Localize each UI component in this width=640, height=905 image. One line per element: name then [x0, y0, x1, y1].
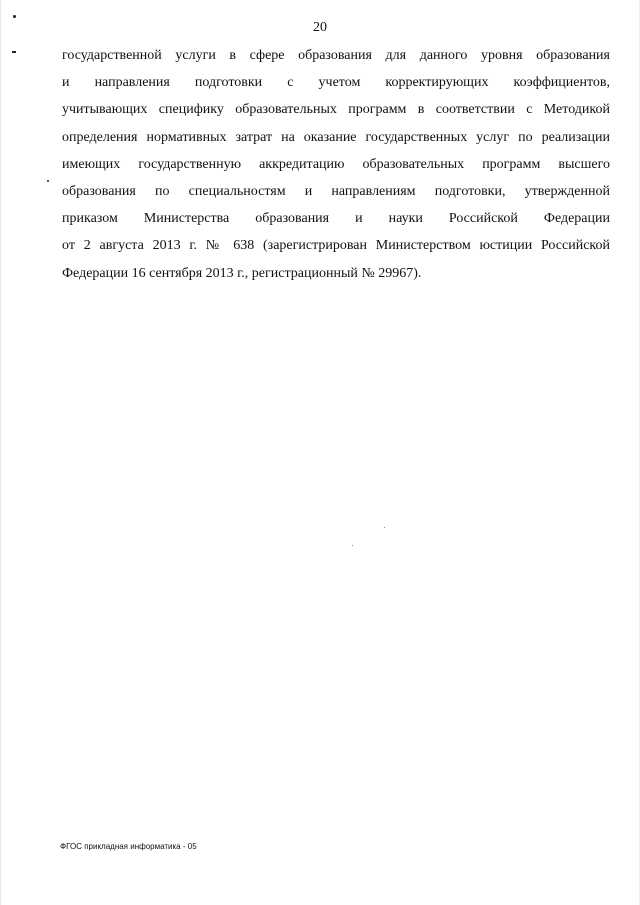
- paragraph-line: приказом Министерства образования и науки Российской Федерации: [62, 211, 610, 227]
- body-paragraph: [62, 42, 610, 287]
- paragraph-line: учитывающих специфику образовательных программ в соответствии с Методикой: [62, 102, 610, 118]
- scan-speck: [13, 15, 16, 18]
- scan-speck: [352, 545, 353, 546]
- scan-speck: [12, 51, 16, 53]
- paragraph-line: определения нормативных затрат на оказание государственных услуг по реализации: [62, 129, 610, 145]
- paragraph-line: имеющих государственную аккредитацию образовательных программ высшего: [62, 156, 610, 172]
- paragraph-line: и направления подготовки с учетом корректирующих коэффициентов,: [62, 75, 610, 91]
- document-footer: ФГОС прикладная информатика - 05: [60, 842, 197, 851]
- scan-edge-left: [0, 0, 1, 905]
- scan-speck: [384, 527, 385, 528]
- page-number: 20: [313, 20, 327, 35]
- paragraph-line: от 2 августа 2013 г. № 638 (зарегистрирован Министерством юстиции Российской: [62, 238, 610, 254]
- paragraph-line: Федерации 16 сентября 2013 г., регистрационный № 29967).: [62, 265, 422, 281]
- scan-speck: [47, 180, 49, 182]
- paragraph-line: государственной услуги в сфере образования для данного уровня образования: [62, 48, 610, 63]
- paragraph-line: образования по специальностям и направлениям подготовки, утвержденной: [62, 184, 610, 200]
